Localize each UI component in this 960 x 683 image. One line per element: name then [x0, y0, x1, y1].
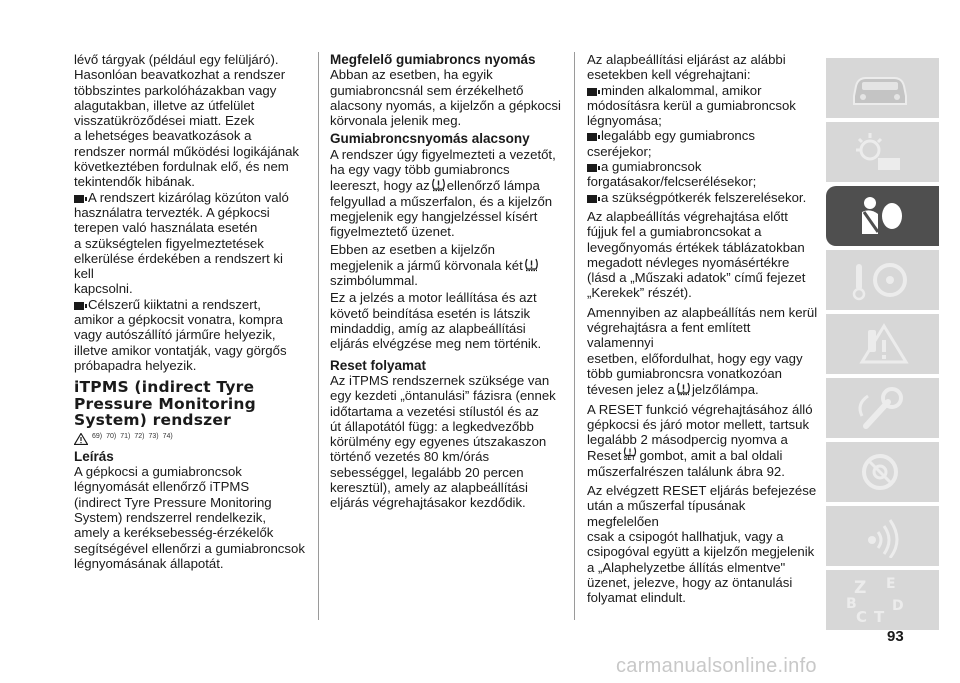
text-line: (lásd a „Műszaki adatok” című fejezet [587, 270, 806, 286]
text-line: légnyomásának állapotát. [74, 555, 224, 571]
text-line: Amennyiben az alapbeállítás nem kerül [587, 304, 818, 320]
text-segment: megjelenik a jármű körvonala két [330, 257, 523, 273]
text-line: rendszer normál működési logikájának [74, 143, 300, 159]
ref-70: 70) [106, 433, 117, 441]
page-number: 93 [887, 628, 904, 645]
text-line: keresztül), amely az alapbeállítási [330, 480, 528, 496]
wrench-icon [848, 386, 912, 430]
ref-72: 72) [134, 433, 145, 441]
column-2 [330, 52, 562, 511]
text-line: terepen való használata esetén [74, 220, 258, 236]
heading-low-pressure: Gumiabroncsnyomás alacsony [330, 131, 530, 147]
text-line: lévő tárgyak (például egy felüljáró). [74, 52, 279, 67]
text-line: alacsony nyomás, a kijelzőn a gépkocsi [330, 97, 561, 113]
camera-bullet-icon [587, 133, 597, 141]
bullet-item-2 [587, 128, 819, 159]
subheading-description: Leírás [74, 448, 114, 464]
text-line: „Kerekek” részét). [587, 285, 692, 301]
text-line: visszatükröződései miatt. Ezek [74, 113, 255, 129]
index-letters-icon [846, 574, 916, 626]
paragraph-inflate [587, 209, 819, 301]
index-letter: T [874, 608, 885, 626]
text-line: módosításra kerül a gumiabroncsok [587, 97, 796, 113]
text-line: Abban az esetben, ha egyik [330, 67, 493, 83]
paragraph-signal-persists [330, 290, 562, 351]
text-line: következtében fordulnak elő, és nem [74, 159, 289, 175]
tab-technical-data[interactable] [826, 442, 939, 502]
text-line: több gumiabroncsra vonatkozóan [587, 365, 783, 381]
text-line: történő vezetés 80 km/órás [330, 449, 490, 465]
reference-notes [74, 431, 306, 445]
text-line: A gépkocsi a gumiabroncsok [74, 464, 242, 480]
text-line: csak a csipogót hallhatjuk, vagy a [587, 528, 784, 544]
text-line: Ez a jelzés a motor leállítása és azt [330, 290, 537, 306]
warning-lights-icon [848, 130, 912, 174]
warning-triangle-icon [74, 433, 88, 445]
text-line: próbapadra helyezik. [74, 357, 197, 373]
heading-correct-pressure: Megfelelő gumiabroncs nyomás [330, 52, 536, 67]
text-line: minden alkalommal, amikor [587, 83, 819, 98]
text-line: megjelenik egy hangjelzéssel kísért [330, 208, 538, 224]
text-line: egy kezdeti „öntanulási” fázisra (ennek [330, 388, 556, 404]
camera-bullet-icon [587, 88, 597, 96]
tab-getting-to-know-car[interactable] [826, 58, 939, 118]
paragraph-when-to-reset [587, 52, 819, 83]
text-line: csipogóval együtt a kijelzőn megjelenik [587, 544, 815, 560]
text-line: forgatásakor/felcserélésekor; [587, 174, 757, 190]
text-line: a „Alaphelyzetbe állítás elmentve" [587, 559, 786, 575]
text-line: Az iTPMS rendszernek szüksége van [330, 372, 550, 388]
tab-safety[interactable] [826, 186, 939, 246]
index-letter: D [892, 598, 904, 614]
text-line: alagutakban, illetve az útfelület [74, 97, 255, 113]
text-line: időtartama a vezetési stílustól és az [330, 403, 539, 419]
paragraph-reset-button [587, 402, 819, 479]
ref-73: 73) [148, 433, 159, 441]
heading-line: iTPMS (indirect Tyre [74, 378, 255, 397]
tpms-warning-icon [431, 177, 446, 192]
tab-instruments[interactable] [826, 122, 939, 182]
text-line: Célszerű kiiktatni a rendszert, [74, 297, 306, 312]
text-line: légnyomása; [587, 113, 662, 129]
text-line: folyamat elindult. [587, 590, 686, 606]
text-line: esetben, előfordulhat, hogy egy vagy [587, 350, 803, 366]
heading-reset-procedure: Reset folyamat [330, 357, 427, 373]
text-line: amikor a gépkocsit vonatra, kompra [74, 312, 283, 328]
camera-bullet-icon [74, 195, 84, 203]
bullet-item-4 [587, 190, 819, 205]
text-line: körülmény egy egyenes útszakaszon [330, 434, 547, 450]
tab-multimedia[interactable] [826, 506, 939, 566]
key-steering-icon [848, 258, 912, 302]
text-segment: gombot, amit a bal oldali [639, 448, 783, 464]
paragraph-reset-complete [587, 483, 819, 605]
text-line: amely a keréksebesség-érzékelők [74, 525, 274, 541]
column-1 [74, 52, 306, 571]
paragraph-false-warning [587, 305, 819, 398]
warning-paragraph-2 [74, 297, 306, 373]
column-3 [587, 52, 819, 605]
text-line: a lehetséges beavatkozások a [74, 128, 252, 144]
tpms-symbol-icon [524, 257, 539, 272]
text-line: megadott névleges nyomásértékre [587, 254, 790, 270]
ref-71: 71) [120, 433, 131, 441]
car-icon [848, 66, 912, 110]
warning-paragraph-1 [74, 190, 306, 297]
text-line: legalább egy gumiabroncs [587, 128, 819, 143]
camera-bullet-icon [587, 195, 597, 203]
text-line: végrehajtásra a fent említett valamennyi [587, 320, 751, 351]
text-line: gumiabroncsnál sem érzékelhető [330, 82, 524, 98]
text-line: a szükségtelen figyelmeztetések [74, 235, 264, 251]
heading-line: Pressure Monitoring [74, 394, 256, 413]
text-line: Az alapbeállítás végrehajtása előtt [587, 208, 788, 224]
index-letter: Z [854, 578, 867, 598]
text-line: (indirect Tyre Pressure Monitoring [74, 494, 272, 510]
text-line: használatra tervezték. A gépkocsi [74, 204, 270, 220]
camera-bullet-icon [74, 302, 84, 310]
text-line: többszintes parkolóházakban vagy [74, 82, 277, 98]
text-line: után a műszerfal típusának megfelelően [587, 498, 746, 529]
text-line: A rendszert kizárólag közúton való [74, 190, 306, 205]
text-line: a szükségpótkerék felszerelésekor. [587, 190, 819, 205]
text-line: esetekben kell végrehajtani: [587, 67, 751, 83]
paragraph-correct-pressure [330, 67, 562, 128]
heading-line: System) rendszer [74, 411, 231, 430]
text-line: figyelmeztető üzenet. [330, 224, 455, 240]
text-line: tekintendők hibának. [74, 174, 195, 190]
text-line: System) rendszerrel rendelkezik, [74, 509, 267, 525]
index-letter: C [856, 608, 868, 626]
text-line: körvonala jelenik meg. [330, 113, 462, 129]
text-line: segítségével ellenőrzi a gumiabroncsok [74, 540, 305, 556]
camera-bullet-icon [587, 164, 597, 172]
intro-paragraph [74, 52, 306, 190]
watermark-url[interactable]: carmanualsonline.info [616, 655, 817, 677]
text-segment: leereszt, hogy az [330, 178, 430, 194]
text-line: műszerfalrészen találunk ábra 92. [587, 463, 785, 479]
text-line: A rendszer úgy figyelmezteti a vezetőt, [330, 146, 556, 162]
text-line: légnyomását ellenőrző iTPMS [74, 479, 250, 495]
paragraph-vehicle-outline [330, 242, 562, 289]
ref-69: 69) [92, 433, 103, 441]
text-line: Az elvégzett RESET eljárás befejezése [587, 483, 817, 499]
text-line: legalább 2 másodpercig nyomva a [587, 432, 788, 448]
tab-maintenance[interactable] [826, 378, 939, 438]
text-line: vagy autószállító járműre helyezik, [74, 327, 276, 343]
text-segment: Reset [587, 448, 622, 464]
text-line: szimbólummal. [330, 273, 418, 289]
airbag-seatbelt-icon [848, 194, 912, 238]
text-line: gépkocsi és járó motor mellett, tartsuk [587, 416, 810, 432]
text-line: Hasonlóan beavatkozhat a rendszer [74, 67, 286, 83]
text-line: elkerülése érdekében a rendszert ki kell [74, 250, 283, 282]
signal-icon [848, 514, 912, 558]
text-line: eljárás végrehajtásakor kezdődik. [330, 495, 526, 511]
text-line: eljárás elvégzése meg nem történik. [330, 336, 542, 352]
text-line: kapcsolni. [74, 281, 133, 297]
gear-tyre-icon [848, 450, 912, 494]
text-line: levegőnyomás értékek táblázatokban [587, 239, 805, 255]
text-line: Ebben az esetben a kijelzőn [330, 241, 495, 257]
column-divider-1 [318, 52, 319, 620]
text-line: A RESET funkció végrehajtásához álló [587, 401, 813, 417]
text-line: illetve amikor vontatják, vagy görgős [74, 342, 287, 358]
hazard-triangle-icon [848, 322, 912, 366]
text-line: cseréjekor; [587, 143, 652, 159]
tab-emergency[interactable] [826, 314, 939, 374]
text-line: ha egy vagy több gumiabroncs [330, 162, 510, 178]
section-heading-itpms [74, 379, 306, 429]
tab-starting-driving[interactable] [826, 250, 939, 310]
index-letter: E [886, 576, 896, 592]
set-button-icon [622, 447, 638, 463]
tpms-warning-icon [676, 381, 691, 396]
text-line: fújjuk fel a gumiabroncsokat a [587, 224, 762, 240]
ref-74: 74) [162, 433, 173, 441]
text-line: üzenet, jelezve, hogy az öntanulási [587, 574, 793, 590]
text-line: út állapotától függ: a legkedvezőbb [330, 418, 534, 434]
text-segment: jelzőlámpa. [691, 382, 759, 398]
text-segment: tévesen jelez a [587, 382, 675, 398]
text-line: a gumiabroncsok [587, 159, 819, 174]
set-label: SET [623, 456, 636, 463]
text-line: mindaddig, amíg az alapbeállítási [330, 321, 526, 337]
paragraph-reset-procedure [330, 373, 562, 511]
index-letter: B [846, 596, 857, 612]
description-paragraph [74, 464, 306, 571]
tab-index[interactable] [826, 570, 939, 630]
text-line: felgyullad a műszerfalon, és a kijelzőn [330, 193, 553, 209]
text-line: sebességgel, legalább 20 percen [330, 464, 524, 480]
bullet-item-1 [587, 83, 819, 129]
column-divider-2 [574, 52, 575, 620]
paragraph-low-pressure [330, 147, 562, 240]
chapter-tabs [826, 58, 939, 630]
bullet-item-3 [587, 159, 819, 190]
text-line: Az alapbeállítási eljárást az alábbi [587, 52, 786, 67]
text-segment: ellenőrző lámpa [446, 178, 540, 194]
text-line: követő beindítása esetén is látszik [330, 305, 531, 321]
